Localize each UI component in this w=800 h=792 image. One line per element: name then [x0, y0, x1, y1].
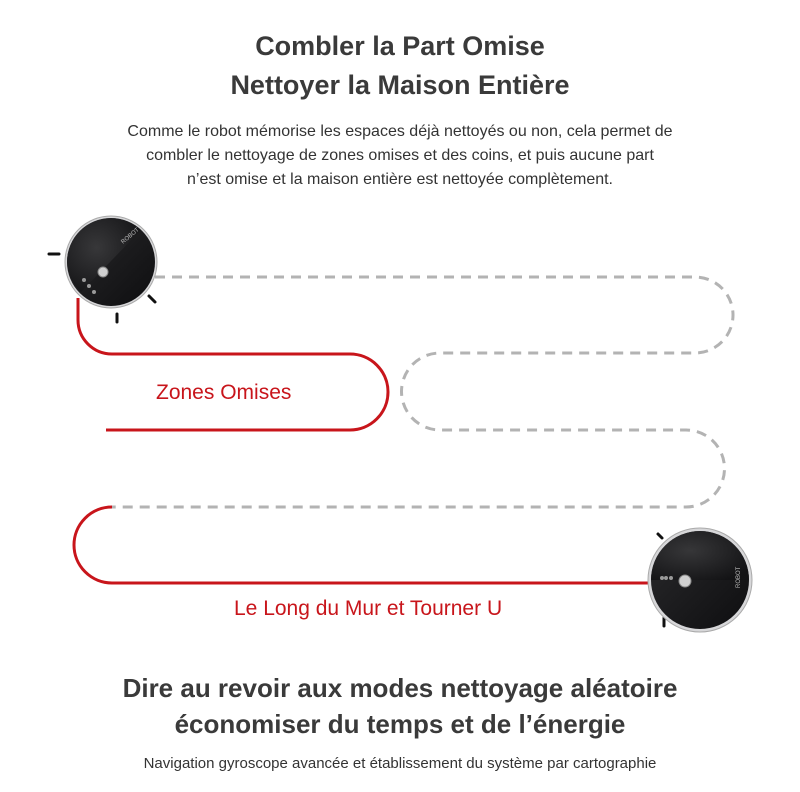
intro-line-1: Comme le robot mémorise les espaces déjà nettoyés ou non, cela permet de — [127, 123, 673, 140]
page-title: Combler la Part Omise — [255, 31, 545, 61]
robot-vacuum-start-icon — [49, 216, 157, 322]
robot-vacuum-end-icon — [648, 528, 752, 632]
wall-u-turn-label: Le Long du Mur et Tourner U — [234, 597, 503, 620]
missed-zones-label: Zones Omises — [156, 381, 292, 404]
intro-line-2: combler le nettoyage de zones omises et des coins, et puis aucune part — [146, 147, 654, 164]
page-subtitle: Nettoyer la Maison Entière — [230, 70, 570, 100]
robot-brand-text-2: ROBOT — [736, 566, 742, 588]
robot-brand-text-1: ROBOT — [120, 227, 141, 246]
missed-path-red — [74, 298, 655, 583]
bottom-caption: Navigation gyroscope avancée et établissement du système par cartographie — [143, 755, 657, 772]
bottom-subtitle: économiser du temps et de l’énergie — [174, 709, 626, 739]
intro-line-3: n’est omise et la maison entière est nettoyée complètement. — [187, 171, 613, 188]
bottom-title: Dire au revoir aux modes nettoyage aléatoire — [122, 673, 678, 703]
